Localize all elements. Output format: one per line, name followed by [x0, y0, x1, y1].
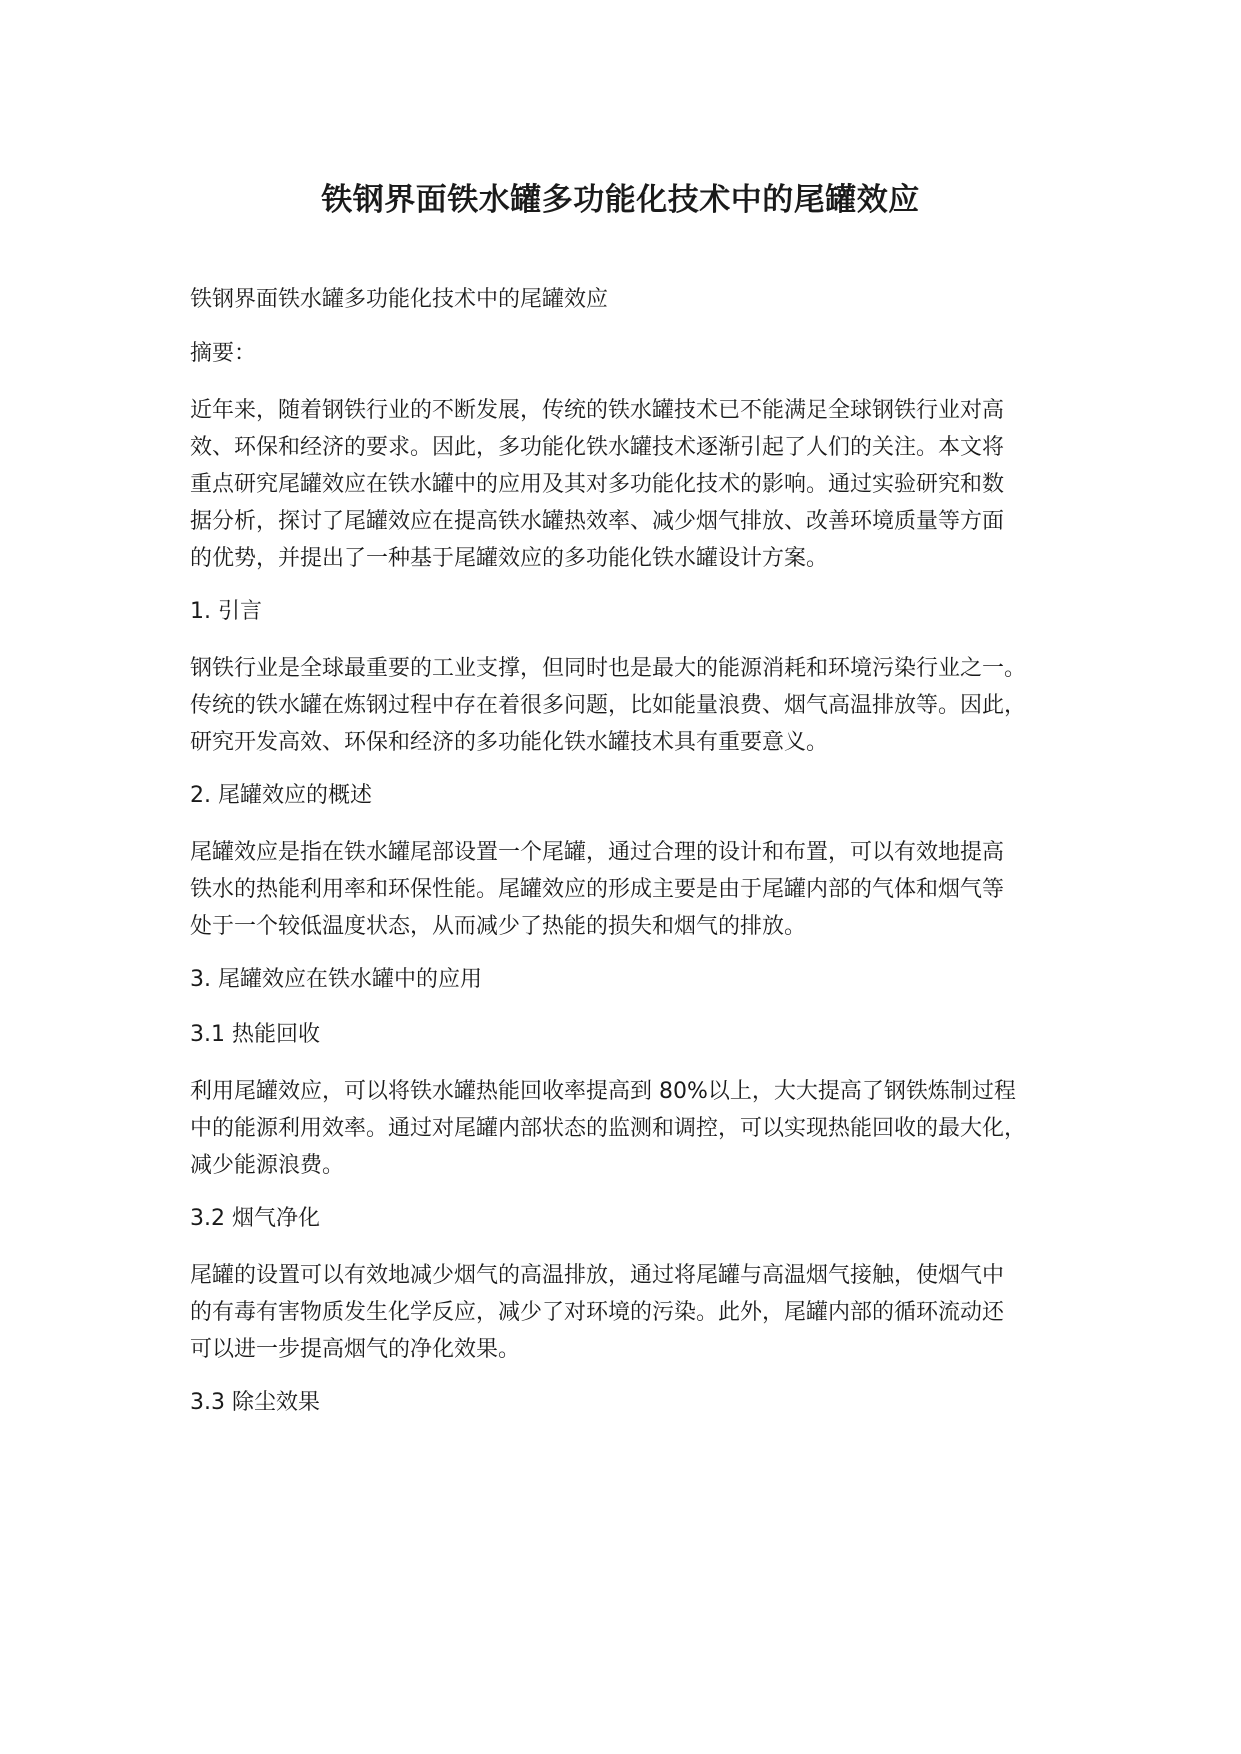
- section-3-1-text: 利用尾罐效应，可以将铁水罐热能回收率提高到 80%以上，大大提高了钢铁炼制过程 中的能源利用效率。通过对尾罐内部状态的监测和调控，可以实现热能回收的最大化， 减少能源浪费。: [190, 1079, 1027, 1178]
- section-3-3-heading: 3.3 除尘效果: [190, 1390, 320, 1415]
- abstract-text: 近年来，随着钢铁行业的不断发展，传统的铁水罐技术已不能满足全球钢铁行业对高 效、环保和经济的要求。因此，多功能化铁水罐技术逐渐引起了人们的关注。本文将 重点研究尾罐效应在铁水罐中的应用及其对多功能化技术的影响。通过实验研究和数 据分析，探讨了尾罐效应在提高铁水罐热效率、减少烟气排放、改善环境质量等方面 的优势，并提出了一种基于尾罐效应的多功能化铁水罐设计方案。: [190, 398, 1005, 571]
- section-2-heading: 2. 尾罐效应的概述: [190, 783, 372, 808]
- document-subtitle: 铁钢界面铁水罐多功能化技术中的尾罐效应: [190, 287, 609, 312]
- section-3-heading: 3. 尾罐效应在铁水罐中的应用: [190, 967, 482, 992]
- section-2-text: 尾罐效应是指在铁水罐尾部设置一个尾罐，通过合理的设计和布置，可以有效地提高 铁水的热能利用率和环保性能。尾罐效应的形成主要是由于尾罐内部的气体和烟气等 处于一个较低温度状态，从而减少了热能的损失和烟气的排放。: [190, 840, 1005, 939]
- document-title: 铁钢界面铁水罐多功能化技术中的尾罐效应: [321, 182, 920, 218]
- abstract-label: 摘要：: [190, 341, 257, 366]
- document-body: [190, 283, 1090, 1420]
- section-1-text: 钢铁行业是全球最重要的工业支撑，但同时也是最大的能源消耗和环境污染行业之一。 传统的铁水罐在炼钢过程中存在着很多问题，比如能量浪费、烟气高温排放等。因此， 研究开发高效、环保和经济的多功能化铁水罐技术具有重要意义。: [190, 656, 1027, 755]
- section-3-2-text: 尾罐的设置可以有效地减少烟气的高温排放，通过将尾罐与高温烟气接触，使烟气中 的有毒有害物质发生化学反应，减少了对环境的污染。此外，尾罐内部的循环流动还 可以进一步提高烟气的净化效果。: [190, 1263, 1005, 1362]
- section-3-1-heading: 3.1 热能回收: [190, 1022, 320, 1047]
- section-3-2-heading: 3.2 烟气净化: [190, 1206, 320, 1231]
- section-1-heading: 1. 引言: [190, 599, 262, 624]
